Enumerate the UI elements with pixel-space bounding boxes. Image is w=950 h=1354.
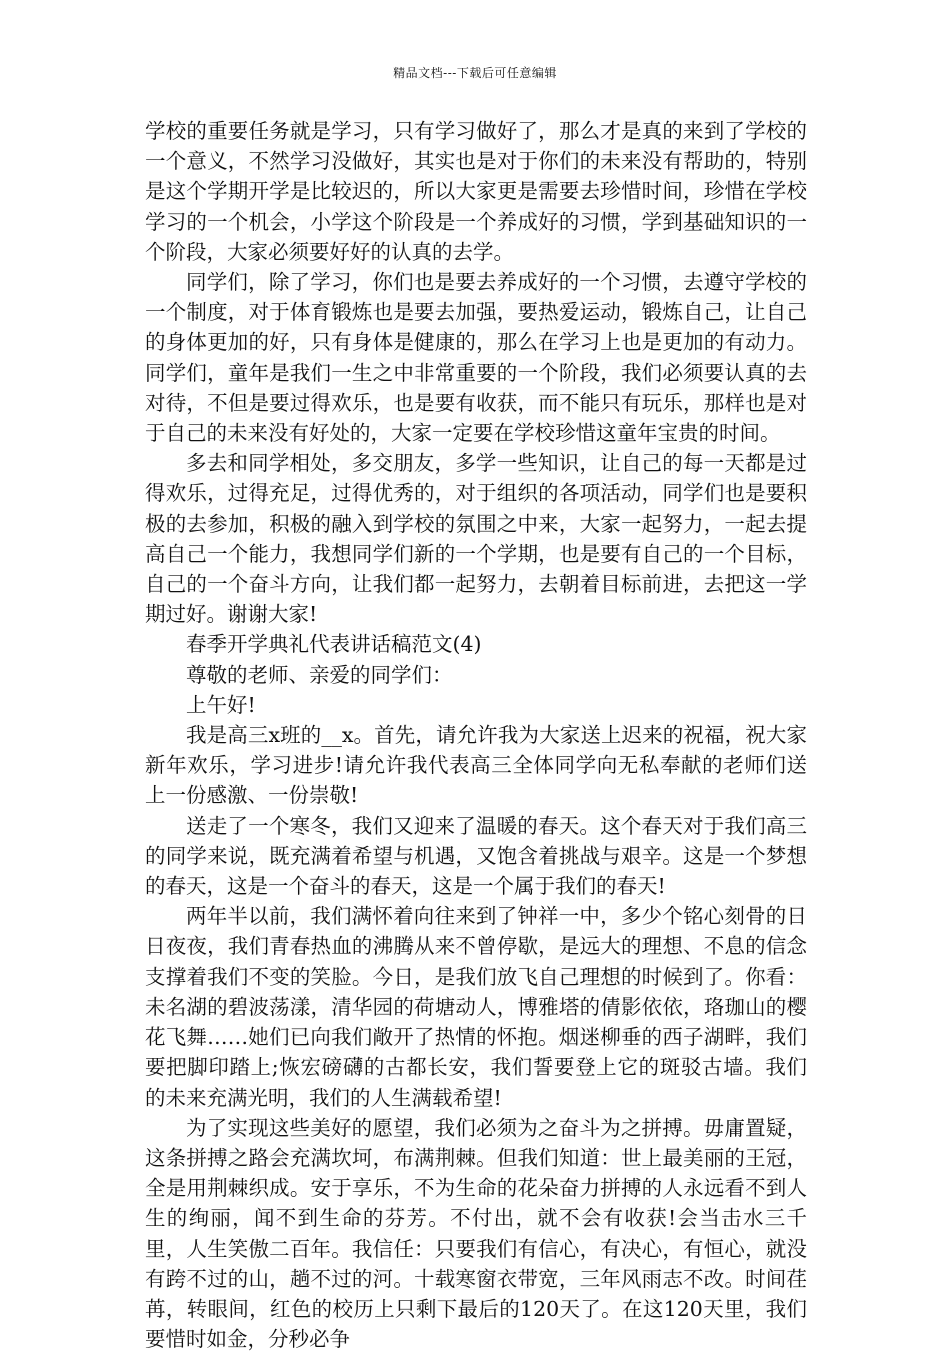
document-body: [145, 116, 807, 1354]
page-header: 精品文档---下载后可任意编辑: [393, 66, 557, 80]
paragraph-6: 两年半以前，我们满怀着向往来到了钟祥一中，多少个铭心刻骨的日日夜夜，我们青春热血的沸腾从来不曾停歇，是远大的理想、不息的信念支撑着我们不变的笑脸。今日，是我们放飞自己理想的时候到了。你看：未名湖的碧波荡漾，清华园的荷塘动人，博雅塔的倩影依依，珞珈山的樱花飞舞……她们已向我们敞开了热情的怀抱。烟迷柳垂的西子湖畔，我们要把脚印踏上;恢宏磅礴的古都长安，我们誓要登上它的斑驳古墙。我们的未来充满光明，我们的人生满载希望!: [145, 904, 807, 1110]
paragraph-1: 学校的重要任务就是学习，只有学习做好了，那么才是真的来到了学校的一个意义，不然学习没做好，其实也是对于你们的未来没有帮助的，特别是这个学期开学是比较迟的，所以大家更是需要去珍惜时间，珍惜在学校学习的一个机会，小学这个阶段是一个养成好的习惯，学到基础知识的一个阶段，大家必须要好好的认真的去学。: [145, 119, 807, 264]
paragraph-7: 为了实现这些美好的愿望，我们必须为之奋斗为之拼搏。毋庸置疑，这条拼搏之路会充满坎坷，布满荆棘。但我们知道：世上最美丽的王冠，全是用荆棘织成。安于享乐，不为生命的花朵奋力拼搏的人永远看不到人生的绚丽，闻不到生命的芬芳。不付出，就不会有收获!会当击水三千里，人生笑傲二百年。我信任：只要我们有信心，有决心，有恒心，就没有跨不过的山，趟不过的河。十载寒窗衣带宽，三年风雨志不改。时间荏苒，转眼间，红色的校历上只剩下最后的120天了。在这120天里，我们要惜时如金，分秒必争: [145, 1115, 807, 1352]
paragraph-4: 我是高三x班的__x。首先，请允许我为大家送上迟来的祝福，祝大家新年欢乐，学习进步!请允许我代表高三全体同学向无私奉献的老师们送上一份感激、一份崇敬!: [145, 723, 807, 808]
section-title: 春季开学典礼代表讲话稿范文(4): [186, 632, 482, 657]
greeting: 上午好!: [186, 692, 256, 717]
paragraph-3: 多去和同学相处，多交朋友，多学一些知识，让自己的每一天都是过得欢乐，过得充足，过得优秀的，对于组织的各项活动，同学们也是要积极的去参加，积极的融入到学校的氛围之中来，大家一起努力，一起去提高自己一个能力，我想同学们新的一个学期，也是要有自己的一个目标，自己的一个奋斗方向，让我们都一起努力，去朝着目标前进，去把这一学期过好。谢谢大家!: [145, 451, 807, 627]
salutation: 尊敬的老师、亲爱的同学们：: [186, 662, 453, 687]
paragraph-2: 同学们，除了学习，你们也是要去养成好的一个习惯，去遵守学校的一个制度，对于体育锻炼也是要去加强，要热爱运动，锻炼自己，让自己的身体更加的好，只有身体是健康的，那么在学习上也是更加的有动力。同学们，童年是我们一生之中非常重要的一个阶段，我们必须要认真的去对待，不但是要过得欢乐，也是要有收获，而不能只有玩乐，那样也是对于自己的未来没有好处的，大家一定要在学校珍惜这童年宝贵的时间。: [145, 270, 807, 446]
paragraph-5: 送走了一个寒冬，我们又迎来了温暖的春天。这个春天对于我们高三的同学来说，既充满着希望与机遇，又饱含着挑战与艰辛。这是一个梦想的春天，这是一个奋斗的春天，这是一个属于我们的春天!: [145, 813, 807, 899]
